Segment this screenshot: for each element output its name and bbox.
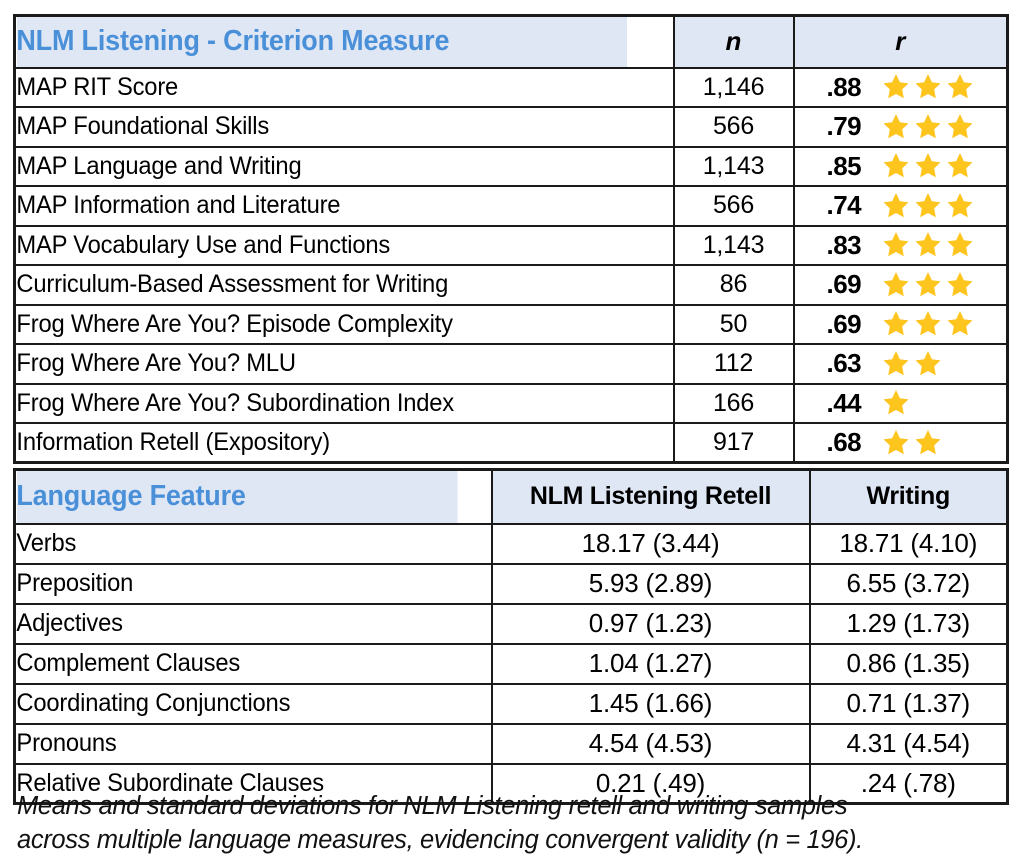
- star-rating: [881, 349, 943, 379]
- correlation-cell: [794, 68, 1008, 108]
- header-writing: Writing: [810, 470, 1008, 524]
- correlation-value: .83: [826, 229, 862, 260]
- retell-value: 1.45 (1.66): [492, 684, 810, 724]
- retell-value: 4.54 (4.53): [492, 724, 810, 764]
- table-header-row: [15, 470, 1008, 524]
- correlation-value: .88: [826, 71, 862, 102]
- measure-label: MAP Information and Literature: [15, 186, 641, 226]
- writing-value: 18.71 (4.10): [810, 524, 1008, 564]
- writing-value: 0.71 (1.37): [810, 684, 1008, 724]
- star-icon: [945, 112, 975, 142]
- language-feature-label: Verbs: [15, 524, 468, 564]
- caption-line-2: across multiple language measures, evidencing convergent validity (n = 196).: [17, 826, 863, 854]
- measure-label: Frog Where Are You? Episode Complexity: [15, 305, 641, 345]
- correlation-value: .69: [826, 269, 862, 300]
- star-icon: [945, 309, 975, 339]
- star-icon: [913, 428, 943, 458]
- star-icon: [913, 349, 943, 379]
- star-icon: [881, 72, 911, 102]
- correlation-value: .85: [826, 150, 862, 181]
- table-row: [15, 344, 1008, 384]
- header-language-feature: Language Feature: [15, 470, 459, 524]
- star-rating: [881, 230, 975, 260]
- sample-size-value: 566: [674, 107, 794, 147]
- table-row: [15, 186, 1008, 226]
- language-feature-label: Complement Clauses: [15, 644, 468, 684]
- table-row: [15, 684, 1008, 724]
- measure-label: Frog Where Are You? MLU: [15, 344, 641, 384]
- star-rating: [881, 388, 911, 418]
- star-icon: [913, 270, 943, 300]
- correlation-cell: [794, 226, 1008, 266]
- star-rating: [881, 309, 975, 339]
- correlation-value: .79: [826, 111, 862, 142]
- language-feature-label: Coordinating Conjunctions: [15, 684, 468, 724]
- language-feature-label: Pronouns: [15, 724, 468, 764]
- writing-value: 0.86 (1.35): [810, 644, 1008, 684]
- correlation-cell: [794, 305, 1008, 345]
- sample-size-value: 917: [674, 423, 794, 463]
- table-row: [15, 644, 1008, 684]
- star-icon: [913, 72, 943, 102]
- table-row: [15, 384, 1008, 424]
- retell-value: 0.97 (1.23): [492, 604, 810, 644]
- correlation-cell: [794, 107, 1008, 147]
- table-row: [15, 107, 1008, 147]
- star-icon: [881, 151, 911, 181]
- measure-label: MAP Vocabulary Use and Functions: [15, 226, 641, 266]
- table-row: [15, 564, 1008, 604]
- star-icon: [881, 112, 911, 142]
- correlation-cell: [794, 384, 1008, 424]
- header-r: r: [794, 16, 1008, 68]
- measure-label: MAP Language and Writing: [15, 147, 641, 187]
- language-feature-label: Relative Subordinate Clauses: [15, 764, 468, 804]
- correlation-value: .69: [826, 308, 862, 339]
- correlation-cell: [794, 423, 1008, 463]
- table-row: [15, 226, 1008, 266]
- table-row: [15, 604, 1008, 644]
- star-rating: [881, 112, 975, 142]
- correlation-cell: [794, 265, 1008, 305]
- retell-value: 5.93 (2.89): [492, 564, 810, 604]
- correlation-value: .63: [826, 348, 862, 379]
- star-rating: [881, 270, 975, 300]
- measure-label: Curriculum-Based Assessment for Writing: [15, 265, 641, 305]
- writing-value: 4.31 (4.54): [810, 724, 1008, 764]
- measure-label: MAP RIT Score: [15, 68, 641, 108]
- table-row: [15, 423, 1008, 463]
- language-feature-table: [13, 468, 1009, 805]
- star-icon: [881, 388, 911, 418]
- table-header-row: [15, 16, 1008, 68]
- caption-line-1: Means and standard deviations for NLM Listening retell and writing samples: [17, 792, 848, 820]
- star-icon: [881, 230, 911, 260]
- star-icon: [945, 72, 975, 102]
- star-rating: [881, 428, 943, 458]
- measure-label: MAP Foundational Skills: [15, 107, 641, 147]
- measure-label: Frog Where Are You? Subordination Index: [15, 384, 641, 424]
- star-icon: [945, 270, 975, 300]
- star-icon: [913, 112, 943, 142]
- table-row: [15, 265, 1008, 305]
- language-feature-label: Adjectives: [15, 604, 468, 644]
- star-icon: [881, 349, 911, 379]
- table-row: [15, 147, 1008, 187]
- star-icon: [913, 151, 943, 181]
- sample-size-value: 1,143: [674, 226, 794, 266]
- star-icon: [881, 270, 911, 300]
- language-feature-label: Preposition: [15, 564, 468, 604]
- sample-size-value: 166: [674, 384, 794, 424]
- writing-value: 6.55 (3.72): [810, 564, 1008, 604]
- measure-label: Information Retell (Expository): [15, 423, 641, 463]
- star-icon: [945, 191, 975, 221]
- correlation-value: .74: [826, 190, 862, 221]
- retell-value: 18.17 (3.44): [492, 524, 810, 564]
- star-rating: [881, 151, 975, 181]
- writing-value: .24 (.78): [810, 764, 1008, 804]
- sample-size-value: 50: [674, 305, 794, 345]
- correlation-value: .44: [826, 387, 862, 418]
- table-row: [15, 68, 1008, 108]
- star-icon: [913, 230, 943, 260]
- sample-size-value: 1,143: [674, 147, 794, 187]
- writing-value: 1.29 (1.73): [810, 604, 1008, 644]
- sample-size-value: 86: [674, 265, 794, 305]
- star-icon: [881, 191, 911, 221]
- sample-size-value: 566: [674, 186, 794, 226]
- star-icon: [881, 309, 911, 339]
- retell-value: 0.21 (.49): [492, 764, 810, 804]
- table-row: [15, 524, 1008, 564]
- sample-size-value: 1,146: [674, 68, 794, 108]
- star-rating: [881, 191, 975, 221]
- figure-caption: [17, 789, 1011, 857]
- criterion-measure-table: [13, 14, 1009, 464]
- star-icon: [945, 230, 975, 260]
- sample-size-value: 112: [674, 344, 794, 384]
- header-n: n: [674, 16, 794, 68]
- correlation-cell: [794, 186, 1008, 226]
- star-icon: [881, 428, 911, 458]
- star-icon: [913, 191, 943, 221]
- retell-value: 1.04 (1.27): [492, 644, 810, 684]
- correlation-value: .68: [826, 427, 862, 457]
- star-icon: [913, 309, 943, 339]
- star-icon: [945, 151, 975, 181]
- header-nlm-listening-retell: NLM Listening Retell: [492, 470, 810, 524]
- star-rating: [881, 72, 975, 102]
- correlation-cell: [794, 344, 1008, 384]
- table-row: [15, 305, 1008, 345]
- correlation-cell: [794, 147, 1008, 187]
- table-row: [15, 724, 1008, 764]
- header-criterion-measure: NLM Listening - Criterion Measure: [15, 16, 628, 68]
